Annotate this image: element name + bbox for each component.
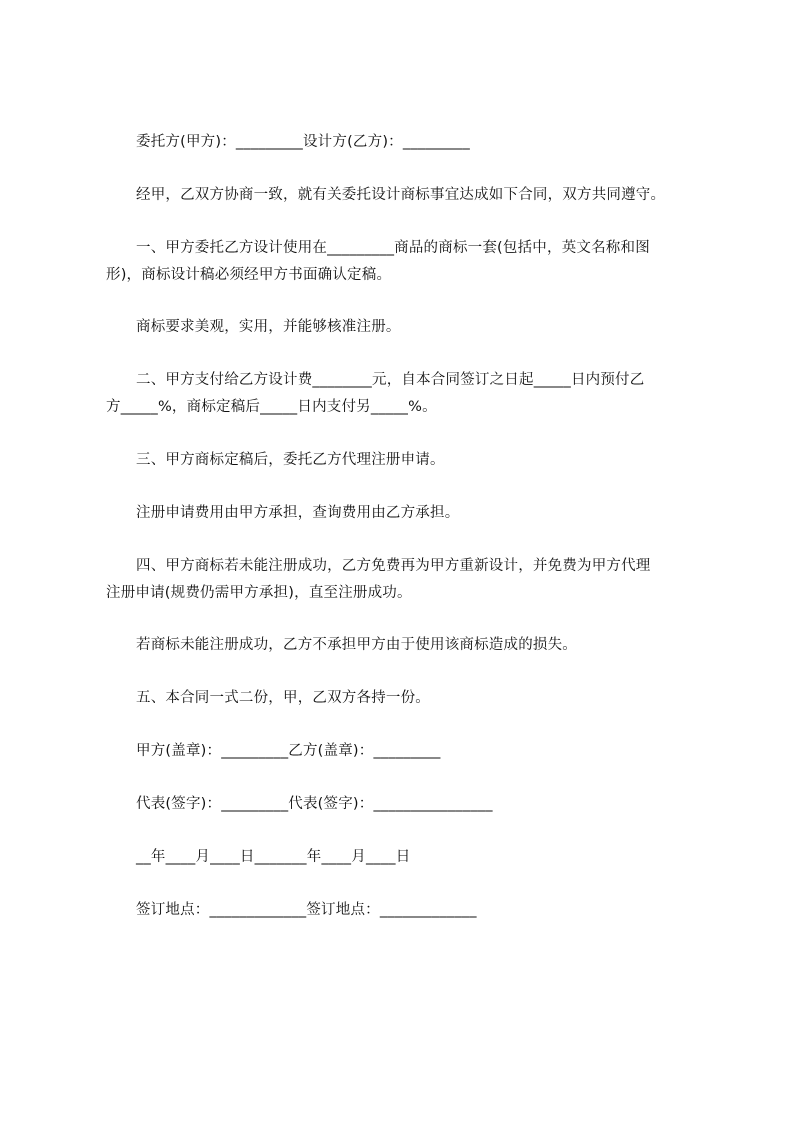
clause-4-line-1: 四、甲方商标若未能注册成功，乙方免费再为甲方重新设计，并免费为甲方代理 <box>136 558 651 574</box>
signing-place-line: 签订地点：_____________签订地点：_____________ <box>136 902 477 918</box>
clause-1-line-1: 一、甲方委托乙方设计使用在_________商品的商标一套(包括中，英文名称和图 <box>136 240 650 256</box>
parties-line: 委托方(甲方)：_________设计方(乙方)：_________ <box>136 134 470 150</box>
clause-1-line-2: 形)，商标设计稿必须经甲方书面确认定稿。 <box>106 267 392 283</box>
clause-5: 五、本合同一式二份，甲，乙双方各持一份。 <box>136 690 430 706</box>
clause-4-line-2: 注册申请(规费仍需甲方承担)，直至注册成功。 <box>106 585 412 601</box>
clause-2-line-1: 二、甲方支付给乙方设计费________元，自本合同签订之日起_____日内预付乙 <box>136 372 645 388</box>
clause-3-note: 注册申请费用由甲方承担，查询费用由乙方承担。 <box>136 505 460 521</box>
seal-line: 甲方(盖章)：_________乙方(盖章)：_________ <box>136 743 441 759</box>
clause-2-line-2: 方_____%，商标定稿后_____日内支付另_____%。 <box>106 399 437 415</box>
clause-4-note: 若商标未能注册成功，乙方不承担甲方由于使用该商标造成的损失。 <box>136 637 577 653</box>
intro-paragraph: 经甲，乙双方协商一致，就有关委托设计商标事宜达成如下合同，双方共同遵守。 <box>136 187 666 203</box>
clause-1-note: 商标要求美观，实用，并能够核准注册。 <box>136 319 401 335</box>
date-line: __年____月____日_______年____月____日 <box>136 849 411 865</box>
representative-line: 代表(签字)：_________代表(签字)：________________ <box>136 796 493 812</box>
clause-3: 三、甲方商标定稿后，委托乙方代理注册申请。 <box>136 452 445 468</box>
